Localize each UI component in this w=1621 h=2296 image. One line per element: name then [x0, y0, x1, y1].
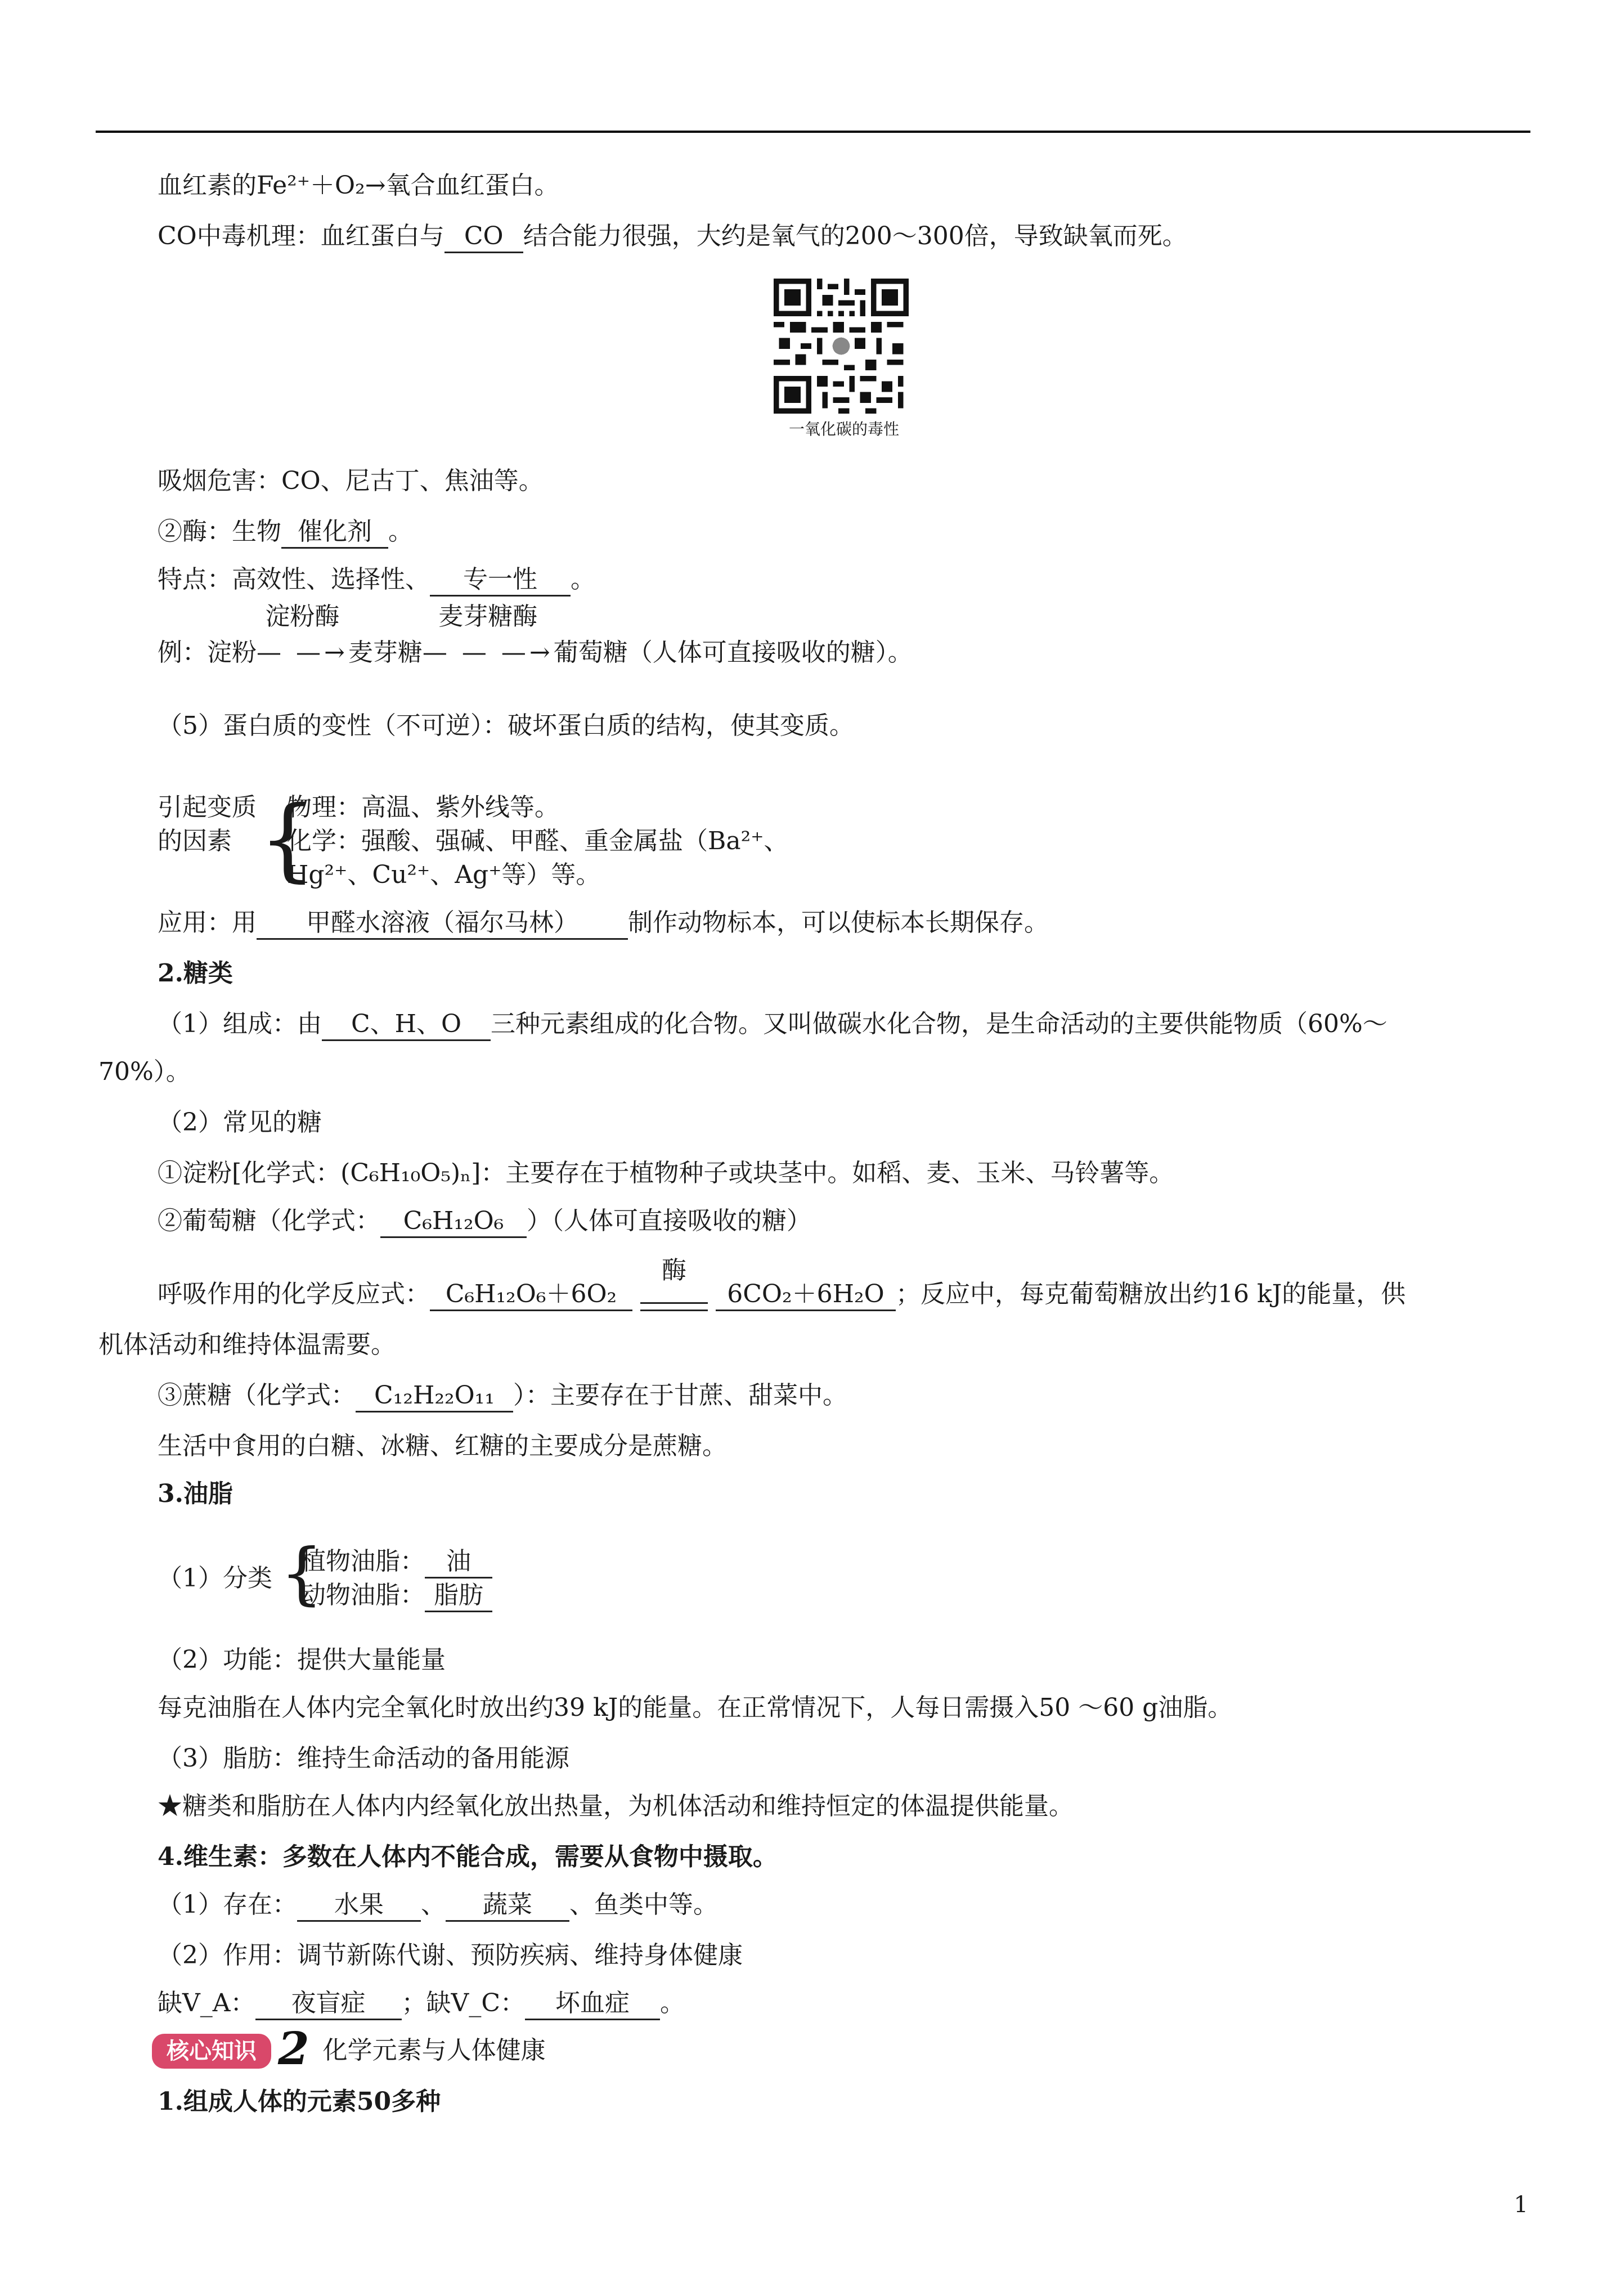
text-line: [158, 906, 1049, 940]
text: 制作动物标本，可以使标本长期保存。: [628, 908, 1049, 937]
brace-item: 化学：强酸、强碱、甲醛、重金属盐（Ba²⁺、: [287, 827, 789, 855]
text: 例：淀粉: [158, 638, 257, 667]
text: 植物油脂：: [301, 1547, 425, 1576]
text: ③蔗糖（化学式：: [158, 1381, 356, 1410]
reaction-equals-sign: [640, 1256, 708, 1311]
answer-blank: 6CO₂＋6H₂O: [716, 1279, 896, 1311]
text: （1）存在：: [158, 1890, 297, 1919]
brace-item: [301, 1545, 492, 1578]
text-line: [158, 1986, 685, 2020]
text-line: （5）蛋白质的变性（不可逆）：破坏蛋白质的结构，使其变质。: [158, 711, 854, 740]
text: 。: [571, 565, 595, 594]
answer-blank: 脂肪: [425, 1580, 492, 1612]
text-line: 每克油脂在人体内完全氧化时放出约39 kJ的能量。在正常情况下，人每日需摄入50 ～60 g油脂。: [158, 1693, 1233, 1722]
section-number: 2: [278, 2022, 309, 2075]
answer-blank: 甲醛水溶液（福尔马林）: [257, 908, 628, 940]
text: ②葡萄糖（化学式：: [158, 1207, 380, 1235]
condition-label: 酶: [662, 1256, 686, 1285]
answer-blank: 坏血症: [525, 1988, 660, 2020]
text: ；缺V_C：: [401, 1989, 526, 2017]
text-line: ①淀粉[化学式：(C₆H₁₀O₅)ₙ]：主要存在于植物种子或块茎中。如稻、麦、玉米、马铃薯等。: [158, 1159, 1174, 1187]
text-line: [158, 1007, 1387, 1041]
section-heading: 4.维生素：多数在人体内不能合成，需要从食物中摄取。: [158, 1842, 778, 1871]
page-number: 1: [1514, 2192, 1528, 2218]
section-title: 化学元素与人体健康: [322, 2036, 546, 2065]
text: 、: [421, 1890, 446, 1919]
text-line: ★糖类和脂肪在人体内内经氧化放出热量，为机体活动和维持恒定的体温提供能量。: [158, 1792, 1074, 1820]
section-heading: 3.油脂: [158, 1479, 233, 1508]
text-line: 机体活动和维持体温需要。: [98, 1330, 396, 1359]
brace-label: （1）分类: [158, 1564, 272, 1593]
core-knowledge-heading: [152, 2022, 546, 2075]
qr-code-icon: [774, 279, 909, 414]
section-heading: 1.组成人体的元素50多种: [158, 2087, 441, 2116]
text: CO中毒机理：血红蛋白与: [158, 222, 444, 250]
text-line: [158, 1204, 811, 1238]
text-line: 吸烟危害：CO、尼古丁、焦油等。: [158, 467, 544, 495]
answer-blank: C₁₂H₂₂O₁₁: [356, 1380, 513, 1412]
reaction-arrow: 淀粉酶 — —→: [257, 636, 348, 670]
text: 特点：高效性、选择性、: [158, 565, 430, 594]
text-line: （2）功能：提供大量能量: [158, 1645, 446, 1674]
text: ）（人体可直接吸收的糖）: [527, 1207, 811, 1235]
text: ；反应中，每克葡萄糖放出约16 kJ的能量，供: [896, 1280, 1406, 1308]
text-line: [158, 563, 595, 597]
answer-blank: C₆H₁₂O₆: [380, 1206, 527, 1238]
text: 缺V_A：: [158, 1989, 255, 2017]
text: 三种元素组成的化合物。又叫做碳水化合物，是生命活动的主要供能物质（60%～: [491, 1010, 1387, 1038]
answer-blank: 油: [425, 1546, 492, 1578]
text-line: （3）脂肪：维持生命活动的备用能源: [158, 1744, 569, 1773]
text: 呼吸作用的化学反应式：: [158, 1280, 430, 1308]
text-line: [158, 1379, 847, 1412]
left-brace-icon: {: [280, 1535, 324, 1613]
reaction-arrow: 麦芽糖酶 — — —→: [423, 636, 554, 670]
text: 麦芽糖: [348, 638, 423, 667]
text-line: 70%）。: [98, 1057, 191, 1086]
text-line: [158, 1256, 1406, 1311]
brace-item: 物理：高温、紫外线等。: [287, 793, 559, 822]
answer-blank: 蔬菜: [446, 1890, 569, 1922]
text-line: （2）常见的糖: [158, 1108, 322, 1137]
arrow-label: 麦芽糖酶: [438, 602, 538, 631]
text: 结合能力很强，大约是氧气的200～300倍，导致缺氧而死。: [523, 222, 1187, 250]
left-brace-icon: {: [259, 786, 316, 891]
text-line: [158, 219, 1187, 253]
answer-blank: C、H、O: [322, 1009, 491, 1041]
brace-item: Hg²⁺、Cu²⁺、Ag⁺等）等。: [287, 860, 601, 889]
text-line: 生活中食用的白糖、冰糖、红糖的主要成分是蔗糖。: [158, 1432, 727, 1460]
text-line: [158, 1888, 718, 1922]
answer-blank: 水果: [297, 1890, 421, 1922]
qr-caption: 一氧化碳的毒性: [788, 420, 899, 438]
text: 应用：用: [158, 908, 257, 937]
brace-item: [301, 1578, 492, 1612]
text-line: （2）作用：调节新陈代谢、预防疾病、维持身体健康: [158, 1941, 743, 1970]
text: （1）组成：由: [158, 1010, 322, 1038]
text-line: [158, 602, 913, 670]
text: ②酶：生物: [158, 517, 281, 546]
text-line: 血红素的Fe²⁺＋O₂→氧合血红蛋白。: [158, 171, 559, 200]
arrow-label: 淀粉酶: [265, 602, 340, 631]
header-rule: [96, 131, 1530, 133]
text: 动物油脂：: [301, 1581, 425, 1609]
answer-blank: 专一性: [430, 564, 571, 597]
text-line: [158, 515, 413, 549]
answer-blank: CO: [444, 221, 523, 253]
text: 。: [388, 517, 413, 546]
text: 。: [660, 1989, 685, 2017]
answer-blank: 催化剂: [281, 517, 388, 549]
answer-blank: 夜盲症: [255, 1988, 402, 2020]
text: ）：主要存在于甘蔗、甜菜中。: [513, 1381, 847, 1410]
section-heading: 2.糖类: [158, 959, 233, 988]
text: 、鱼类中等。: [569, 1890, 718, 1919]
brace-label: 引起变质的因素: [158, 793, 257, 855]
core-knowledge-badge: 核心知识: [152, 2034, 271, 2069]
text: 葡萄糖（人体可直接吸收的糖）。: [553, 638, 913, 667]
answer-blank: C₆H₁₂O₆＋6O₂: [430, 1279, 632, 1311]
